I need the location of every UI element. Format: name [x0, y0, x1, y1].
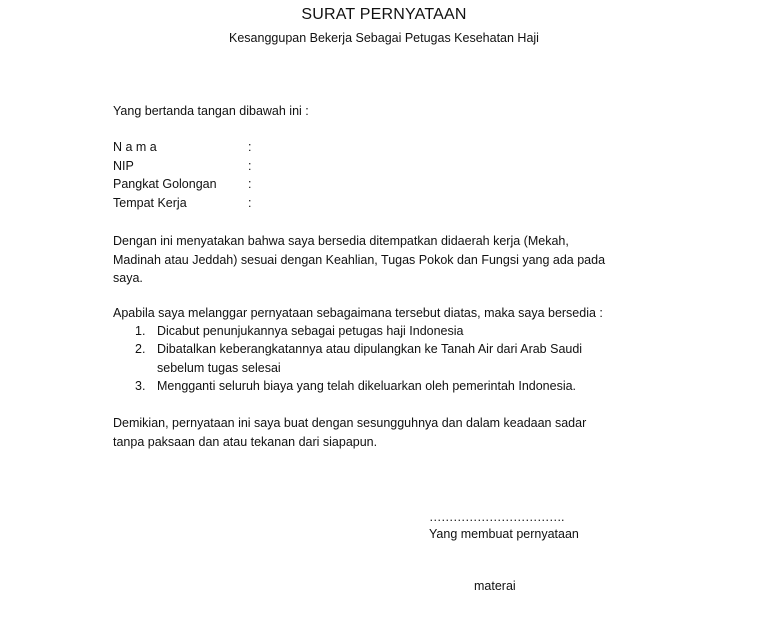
paragraph-line: tanpa paksaan dan atau tekanan dari siapapun.: [113, 434, 378, 449]
intro-text: Yang bertanda tangan dibawah ini :: [113, 104, 309, 118]
list-item-text: Dibatalkan keberangkatannya atau dipulangkan ke Tanah Air dari Arab Saudi: [157, 342, 583, 357]
signature-label: Yang membuat pernyataan: [429, 527, 579, 541]
document-title: SURAT PERNYATAAN: [301, 6, 467, 23]
identity-fields: [113, 138, 413, 213]
list-item-text: Dicabut penunjukannya sebagai petugas haji Indonesia: [157, 324, 464, 338]
list-item: [113, 377, 673, 395]
consequence-intro: Apabila saya melanggar pernyataan sebagaimana tersebut diatas, maka saya bersedia :: [113, 306, 603, 320]
document-subtitle: Kesanggupan Bekerja Sebagai Petugas Kesehatan Haji: [229, 31, 539, 45]
statement-paragraph: [113, 232, 673, 288]
field-row-pangkat: [113, 175, 413, 194]
field-label: Pangkat Golongan: [113, 177, 217, 192]
field-colon: :: [248, 196, 252, 211]
field-row-tempat-kerja: [113, 194, 413, 213]
paragraph-line: Demikian, pernyataan ini saya buat dengan sesungguhnya dan dalam keadaan sadar: [113, 416, 587, 430]
field-label: N a m a: [113, 140, 157, 154]
list-number: 1.: [135, 324, 146, 338]
list-item-text: Mengganti seluruh biaya yang telah dikeluarkan oleh pemerintah Indonesia.: [157, 378, 577, 393]
list-item-text: sebelum tugas selesai: [157, 360, 281, 375]
closing-paragraph: [113, 414, 673, 451]
paragraph-line: saya.: [113, 271, 143, 285]
paragraph-line: Dengan ini menyatakan bahwa saya bersedia ditempatkan didaerah kerja (Mekah,: [113, 234, 569, 248]
list-item: [113, 322, 673, 340]
materai-label: materai: [474, 579, 516, 593]
field-colon: :: [248, 158, 252, 173]
field-colon: :: [248, 140, 252, 154]
list-number: 2.: [135, 342, 146, 357]
signature-line: …………………………….: [429, 510, 564, 524]
paragraph-line: Madinah atau Jeddah) sesuai dengan Keahlian, Tugas Pokok dan Fungsi yang ada pada: [113, 252, 606, 267]
field-row-nip: [113, 157, 413, 176]
field-colon: :: [248, 177, 252, 192]
field-label: Tempat Kerja: [113, 196, 187, 211]
list-item: [113, 340, 673, 377]
list-number: 3.: [135, 378, 146, 393]
consequence-list: [113, 322, 673, 395]
field-label: NIP: [113, 158, 134, 173]
field-row-nama: [113, 138, 413, 157]
